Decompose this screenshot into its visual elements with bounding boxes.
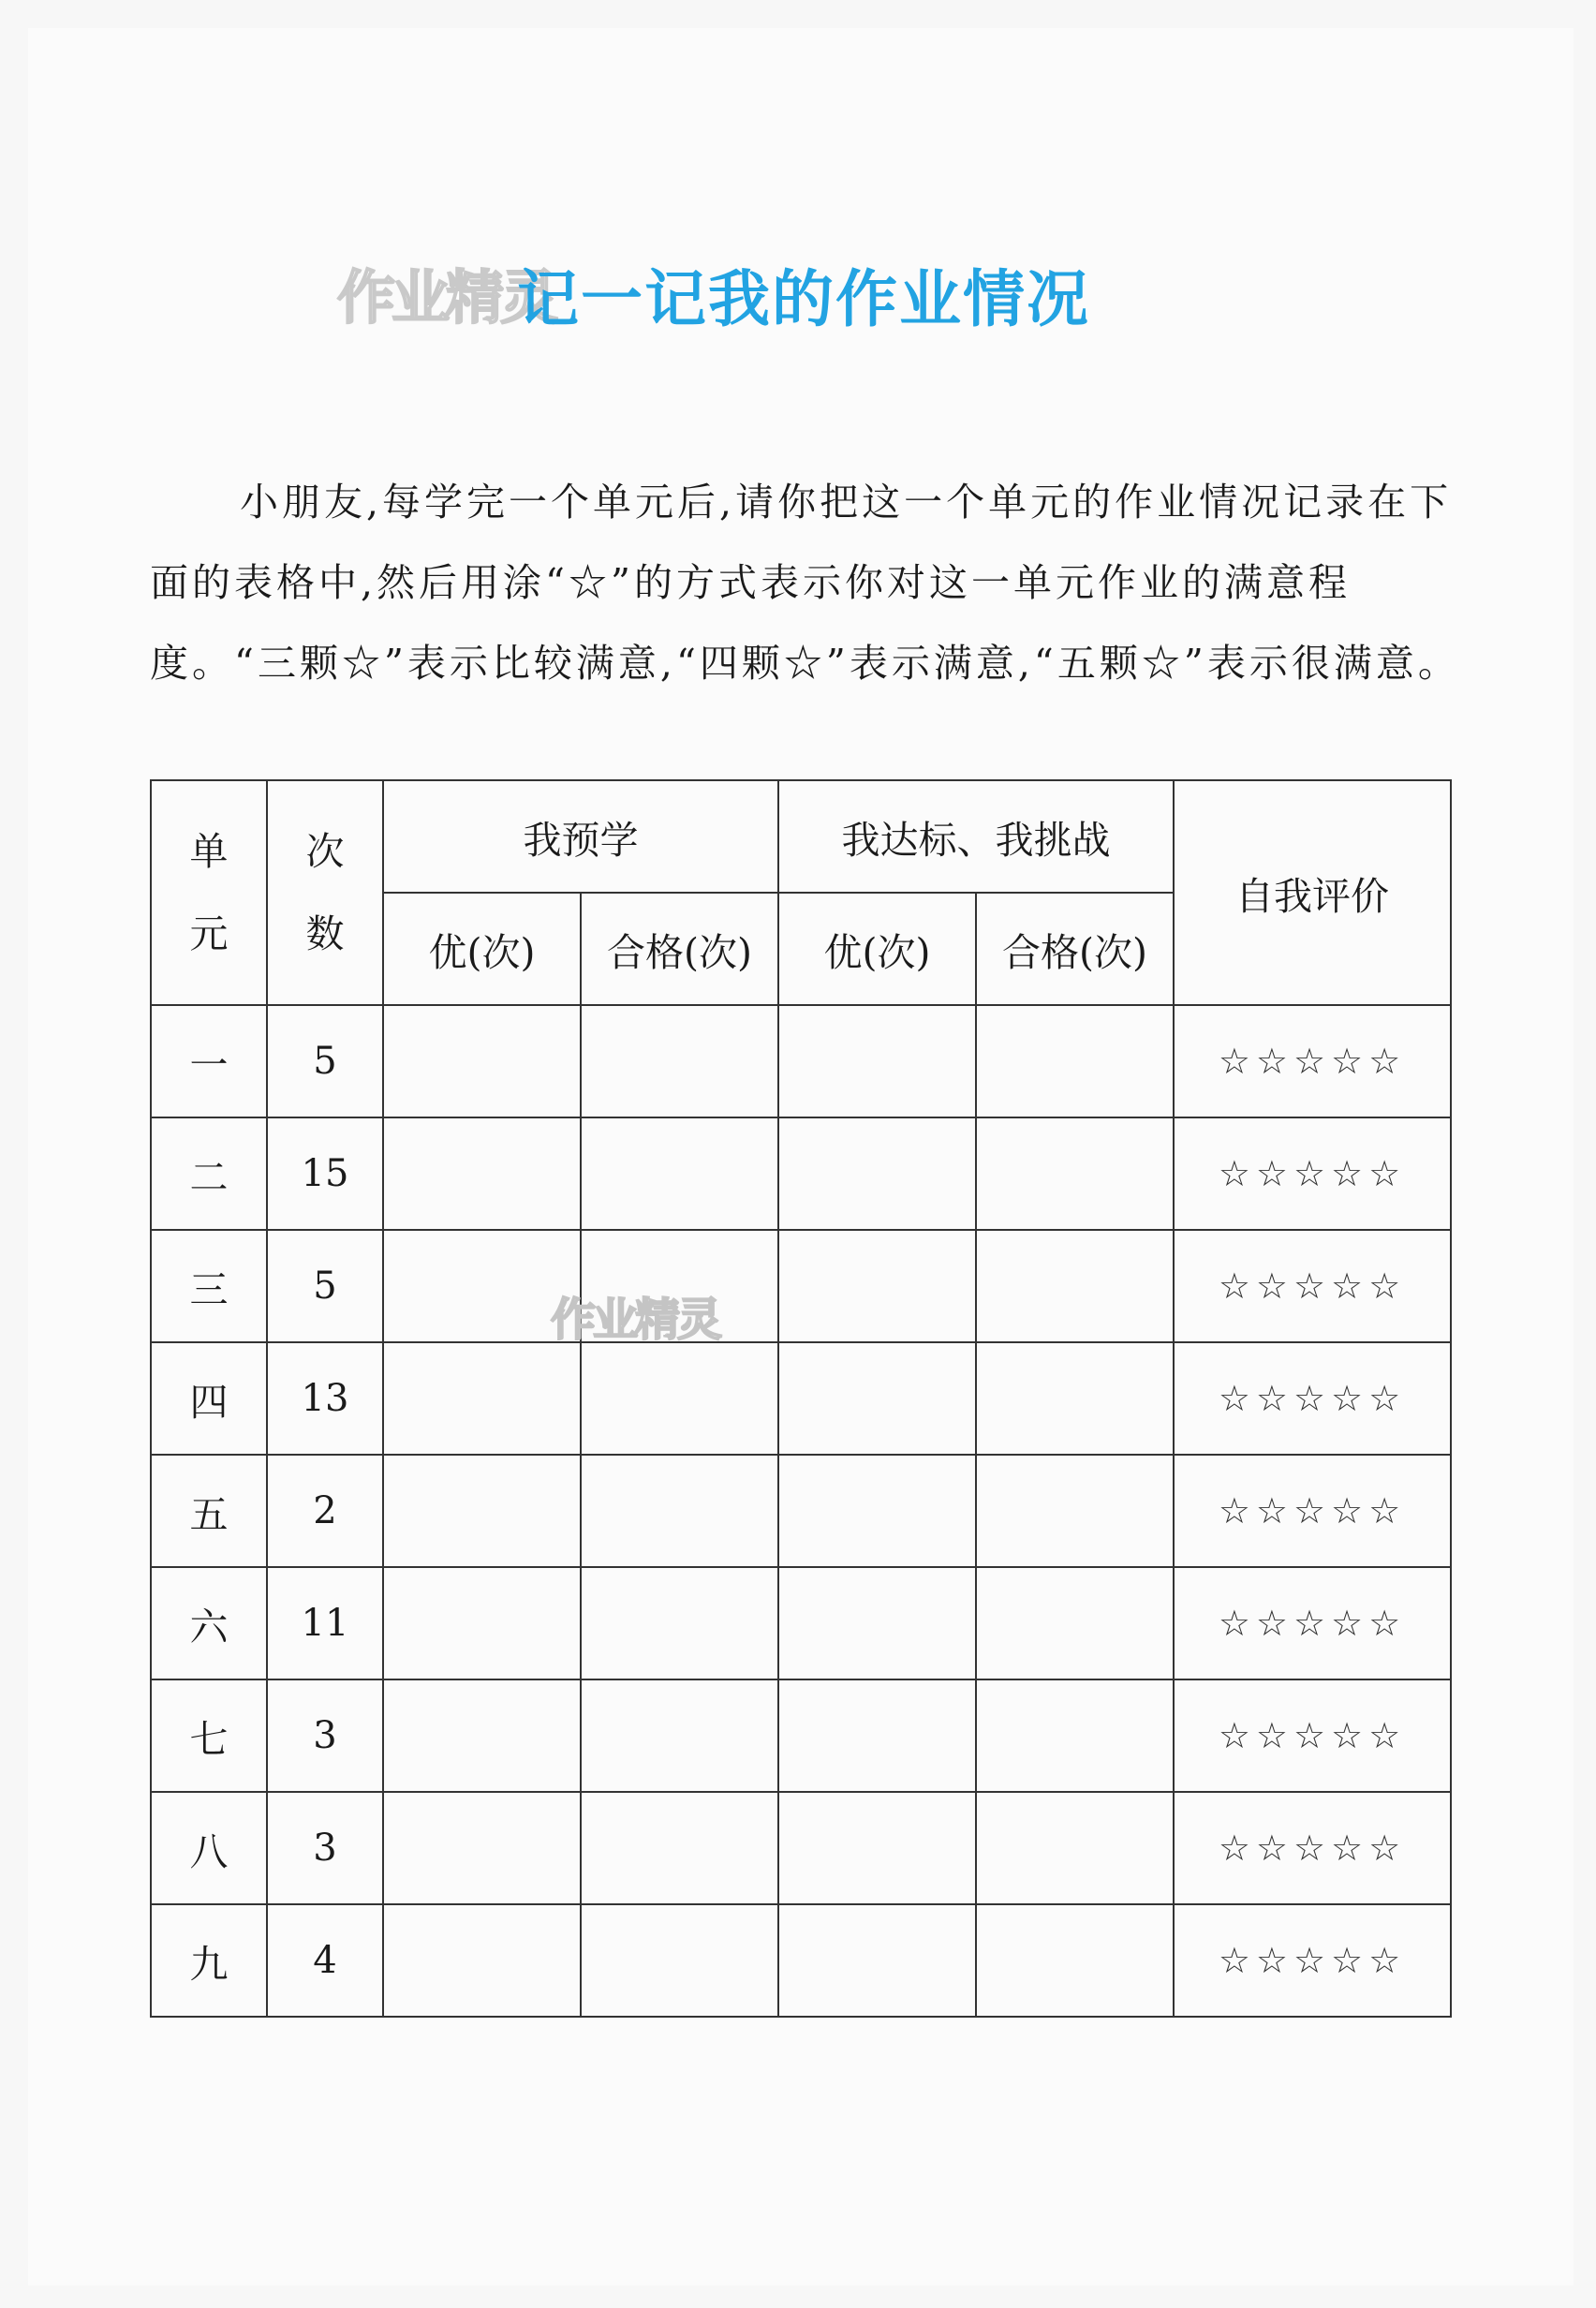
homework-record-table	[150, 779, 1452, 2018]
table-row	[151, 1230, 1451, 1342]
star-rating[interactable]: ☆☆☆☆☆	[1174, 1342, 1451, 1455]
header-preview-pass: 合格(次)	[581, 893, 778, 1005]
count-cell: 4	[267, 1904, 383, 2017]
watermark: 作业精灵	[337, 263, 555, 332]
count-cell: 13	[267, 1342, 383, 1455]
table-row	[151, 1679, 1451, 1792]
header-self-eval: 自我评价	[1174, 780, 1451, 1005]
challenge-pass-cell[interactable]	[976, 1455, 1174, 1567]
star-rating[interactable]: ☆☆☆☆☆	[1174, 1455, 1451, 1567]
preview-excellent-cell[interactable]	[383, 1567, 581, 1679]
challenge-excellent-cell[interactable]	[778, 1792, 976, 1904]
header-count	[267, 780, 383, 1005]
unit-cell: 九	[151, 1904, 267, 2017]
count-cell: 2	[267, 1455, 383, 1567]
preview-pass-cell[interactable]	[581, 1342, 778, 1455]
intro-paragraph: 小朋友,每学完一个单元后,请你把这一个单元的作业情况记录在下面的表格中,然后用涂“☆”的方式表示你对这一单元作业的满意程度。“三颗☆”表示比较满意,“四颗☆”表示满意,“五颗☆”表示很满意。	[150, 480, 1460, 686]
header-unit	[151, 780, 267, 1005]
unit-cell: 一	[151, 1005, 267, 1117]
star-rating[interactable]: ☆☆☆☆☆	[1174, 1904, 1451, 2017]
header-challenge: 我达标、我挑战	[778, 780, 1174, 893]
header-challenge-pass: 合格(次)	[976, 893, 1174, 1005]
unit-cell: 六	[151, 1567, 267, 1679]
preview-excellent-cell[interactable]	[383, 1792, 581, 1904]
star-rating[interactable]: ☆☆☆☆☆	[1174, 1230, 1451, 1342]
preview-pass-cell[interactable]	[581, 1455, 778, 1567]
challenge-excellent-cell[interactable]	[778, 1342, 976, 1455]
challenge-pass-cell[interactable]	[976, 1117, 1174, 1230]
challenge-excellent-cell[interactable]	[778, 1005, 976, 1117]
table-row	[151, 1792, 1451, 1904]
unit-cell: 二	[151, 1117, 267, 1230]
preview-pass-cell[interactable]	[581, 1005, 778, 1117]
star-rating[interactable]: ☆☆☆☆☆	[1174, 1005, 1451, 1117]
star-rating[interactable]: ☆☆☆☆☆	[1174, 1679, 1451, 1792]
challenge-excellent-cell[interactable]	[778, 1455, 976, 1567]
preview-excellent-cell[interactable]	[383, 1904, 581, 2017]
challenge-pass-cell[interactable]	[976, 1342, 1174, 1455]
unit-cell: 三	[151, 1230, 267, 1342]
header-unit-char2: 元	[189, 911, 229, 956]
challenge-excellent-cell[interactable]	[778, 1230, 976, 1342]
challenge-pass-cell[interactable]	[976, 1567, 1174, 1679]
challenge-pass-cell[interactable]	[976, 1230, 1174, 1342]
count-cell: 3	[267, 1792, 383, 1904]
count-cell: 11	[267, 1567, 383, 1679]
table-row	[151, 1005, 1451, 1117]
star-rating[interactable]: ☆☆☆☆☆	[1174, 1792, 1451, 1904]
preview-pass-cell[interactable]	[581, 1117, 778, 1230]
unit-cell: 四	[151, 1342, 267, 1455]
preview-excellent-cell[interactable]	[383, 1455, 581, 1567]
header-count-char1: 次	[305, 829, 345, 874]
header-challenge-excellent: 优(次)	[778, 893, 976, 1005]
star-rating[interactable]: ☆☆☆☆☆	[1174, 1567, 1451, 1679]
challenge-excellent-cell[interactable]	[778, 1904, 976, 2017]
challenge-pass-cell[interactable]	[976, 1792, 1174, 1904]
preview-excellent-cell[interactable]	[383, 1342, 581, 1455]
unit-cell: 七	[151, 1679, 267, 1792]
unit-cell: 八	[151, 1792, 267, 1904]
header-preview: 我预学	[383, 780, 778, 893]
unit-cell: 五	[151, 1455, 267, 1567]
watermark-center: 作业精灵	[551, 1294, 720, 1346]
count-cell: 3	[267, 1679, 383, 1792]
header-preview-excellent: 优(次)	[383, 893, 581, 1005]
count-cell: 5	[267, 1230, 383, 1342]
challenge-excellent-cell[interactable]	[778, 1679, 976, 1792]
count-cell: 15	[267, 1117, 383, 1230]
preview-pass-cell[interactable]	[581, 1904, 778, 2017]
preview-pass-cell[interactable]	[581, 1567, 778, 1679]
count-cell: 5	[267, 1005, 383, 1117]
preview-excellent-cell[interactable]	[383, 1117, 581, 1230]
table-row	[151, 1117, 1451, 1230]
table-row	[151, 1455, 1451, 1567]
preview-pass-cell[interactable]	[581, 1679, 778, 1792]
preview-excellent-cell[interactable]	[383, 1005, 581, 1117]
challenge-excellent-cell[interactable]	[778, 1117, 976, 1230]
challenge-pass-cell[interactable]	[976, 1679, 1174, 1792]
page-title: 记一记我的作业情况	[517, 263, 1090, 335]
challenge-pass-cell[interactable]	[976, 1005, 1174, 1117]
preview-pass-cell[interactable]	[581, 1792, 778, 1904]
star-rating[interactable]: ☆☆☆☆☆	[1174, 1117, 1451, 1230]
header-unit-char1: 单	[189, 829, 229, 874]
table-row	[151, 1342, 1451, 1455]
header-count-char2: 数	[305, 911, 345, 956]
table-row	[151, 1904, 1451, 2017]
table-row	[151, 1567, 1451, 1679]
challenge-excellent-cell[interactable]	[778, 1567, 976, 1679]
challenge-pass-cell[interactable]	[976, 1904, 1174, 2017]
preview-excellent-cell[interactable]	[383, 1679, 581, 1792]
